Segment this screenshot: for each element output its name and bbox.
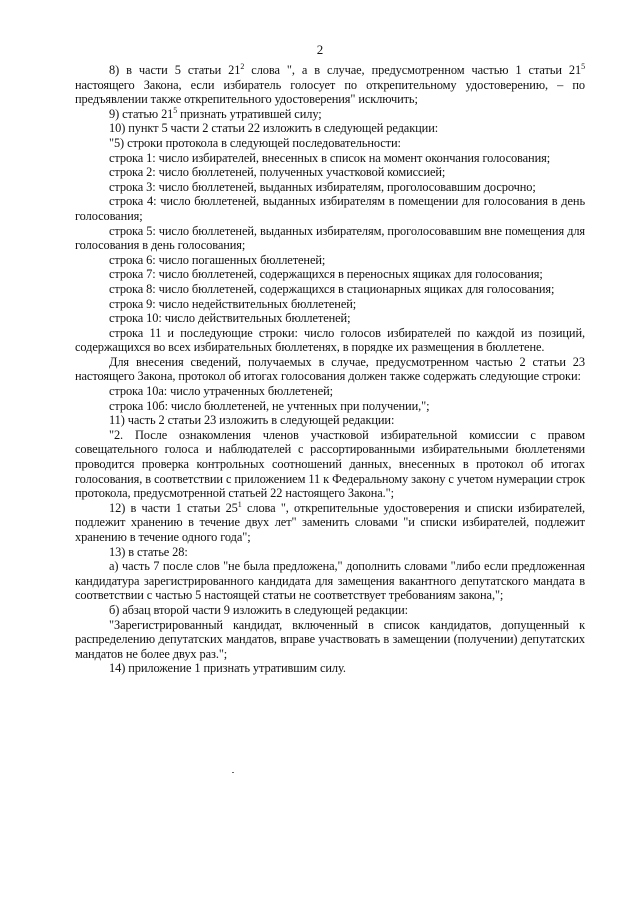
paragraph-text: 11) часть 2 статьи 23 изложить в следующей редакции: [109, 413, 395, 428]
paragraph-text: строка 8: число бюллетеней, содержащихся в стационарных ящиках для голосования; [109, 281, 555, 296]
paragraph-s6 [75, 253, 585, 268]
paragraph-text: строка 7: число бюллетеней, содержащихся в переносных ящиках для голосования; [109, 267, 543, 282]
paragraph-text: строка 6: число погашенных бюллетеней; [109, 252, 326, 267]
paragraph-p14 [75, 661, 585, 676]
paragraph-text: строка 11 и последующие строки: число голосов избирателей по каждой из позиций, содержащихся во всех избирательных бюллетенях, в порядке их размещения в бюллетене. [75, 325, 585, 355]
paragraph-p12 [75, 501, 585, 545]
paragraph-text: 12) в части 1 статьи 25 [109, 500, 238, 515]
paragraph-p13c [75, 618, 585, 662]
paragraph-text: строка 10: число действительных бюллетеней; [109, 311, 351, 326]
paragraph-s9 [75, 297, 585, 312]
paragraph-s11 [75, 326, 585, 355]
superscript: 2 [240, 61, 245, 71]
paragraph-p9 [75, 107, 585, 122]
paragraph-text: "2. После ознакомления членов участковой избирательной комиссии с правом совещательного голоса и наблюдателей с рассортированными избирательными бюллетенями проводится проверка контрольных соотношений данных, внесенных в протокол об итогах голосования, в соответствии с приложением 11 к Федеральному закону с учетом нумерации строк протокола, предусмотренной статьей 22 настоящего Закона."; [75, 427, 585, 501]
paragraph-text: Для внесения сведений, получаемых в случае, предусмотренном частью 2 статьи 23 настоящего Закона, протокол об итогах голосования должен также содержать следующие строки: [75, 354, 585, 384]
paragraph-s1 [75, 151, 585, 166]
paragraph-text: настоящего Закона, если избиратель голосует по открепительному удостоверению, – по предъявлении также открепительного удостоверения" исключить; [75, 77, 585, 107]
paragraph-s2 [75, 165, 585, 180]
paragraph-text: строка 5: число бюллетеней, выданных избирателям, проголосовавшим вне помещения для голосования в день голосования; [75, 223, 585, 253]
paragraph-text: а) часть 7 после слов "не была предложена," дополнить словами "либо если предложенная кандидатура зарегистрированного кандидата для замещения вакантного депутатского мандата в соответствии с частью 5 настоящей статьи не соответствует требованиям закона,"; [75, 559, 585, 603]
paragraph-text: строка 10а: число утраченных бюллетеней; [109, 384, 333, 399]
paragraph-text: признать утратившей силу; [177, 106, 322, 121]
paragraph-s7 [75, 267, 585, 282]
superscript: 5 [173, 105, 178, 115]
paragraph-p11 [75, 413, 585, 428]
paragraph-text: строка 10б: число бюллетеней, не учтенных при получении,"; [109, 398, 430, 413]
paragraph-text: строка 2: число бюллетеней, полученных участковой комиссией; [109, 165, 446, 180]
page-number: 2 [316, 42, 324, 57]
paragraph-text: б) абзац второй части 9 изложить в следующей редакции: [109, 602, 408, 617]
paragraph-text: 8) в части 5 статьи 21 [109, 63, 241, 77]
paragraph-s3 [75, 180, 585, 195]
paragraph-p8 [75, 63, 585, 107]
paragraph-text: "Зарегистрированный кандидат, включенный в список кандидатов, допущенный к распределению депутатских мандатов, вправе участвовать в замещении (получении) депутатских мандатов не более двух раз."; [75, 617, 585, 661]
paragraph-p10b [75, 355, 585, 384]
paragraph-text: "5) строки протокола в следующей последовательности: [109, 135, 401, 150]
paragraph-text: строка 1: число избирателей, внесенных в список на момент окончания голосования; [109, 150, 551, 165]
paragraph-s5 [75, 224, 585, 253]
paragraph-p13b [75, 603, 585, 618]
paragraph-p13a [75, 559, 585, 603]
paragraph-text: строка 9: число недействительных бюллетеней; [109, 296, 357, 311]
paragraph-s4 [75, 194, 585, 223]
paragraph-text: строка 3: число бюллетеней, выданных избирателям, проголосовавшим досрочно; [109, 179, 536, 194]
paragraph-p10 [75, 121, 585, 136]
paragraph-p13 [75, 545, 585, 560]
paragraph-s10 [75, 311, 585, 326]
paragraph-s8 [75, 282, 585, 297]
paragraph-s10a [75, 384, 585, 399]
paragraph-text: 13) в статье 28: [109, 544, 188, 559]
paragraph-text: слова ", а в случае, предусмотренном частью 1 статьи 21 [244, 63, 582, 77]
scan-speck [232, 772, 234, 773]
paragraph-s10b [75, 399, 585, 414]
superscript: 5 [581, 61, 585, 71]
paragraph-text: слова ", открепительные удостоверения и списки избирателей, подлежит хранению в течение двух лет" заменить словами "и списки избирателей, подлежит хранению в течение одного года"; [75, 500, 586, 544]
paragraph-text: 10) пункт 5 части 2 статьи 22 изложить в следующей редакции: [109, 121, 439, 136]
paragraph-p11a [75, 428, 585, 501]
paragraph-text: строка 4: число бюллетеней, выданных избирателям в помещении для голосования в день голосования; [75, 194, 585, 223]
superscript: 1 [237, 499, 242, 509]
paragraph-text: 9) статью 21 [109, 106, 174, 121]
paragraph-text: 14) приложение 1 признать утратившим силу. [109, 661, 346, 676]
document-body [75, 63, 585, 676]
paragraph-p10a [75, 136, 585, 151]
